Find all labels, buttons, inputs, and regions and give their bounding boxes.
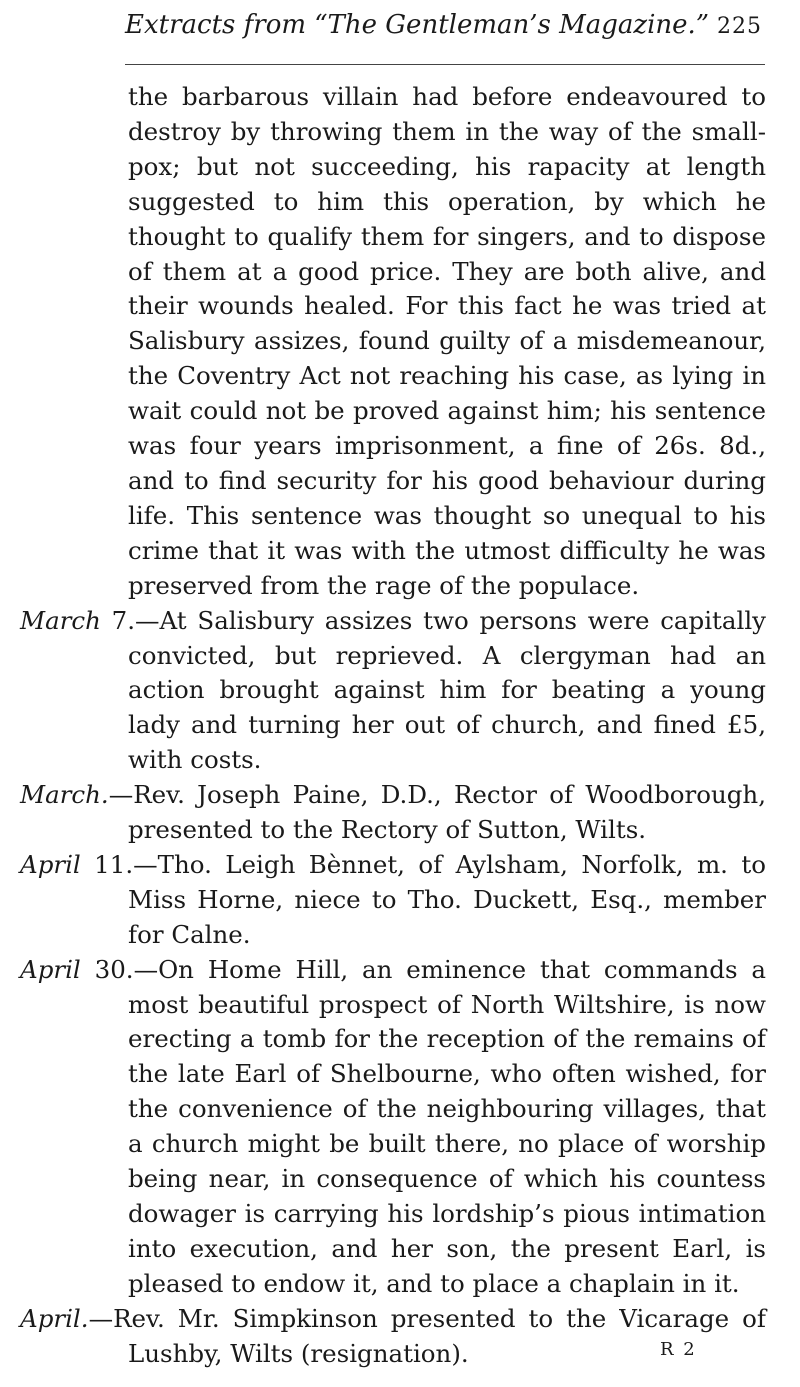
entry-day: 11. [80, 849, 134, 879]
signature-mark: R 2 [660, 1339, 697, 1360]
page-header [0, 10, 800, 50]
running-title: Extracts from “The Gentleman’s Magazine.” [125, 10, 710, 40]
entry-date: April. [20, 1303, 89, 1333]
entry-date: April [20, 849, 81, 879]
entry-text: —On Home Hill, an eminence that commands a most beautiful prospect of North Wiltshire, is now erecting a tomb for the reception of the remains of the late Earl of Shelbourne, who often wished, for the convenience of the neighbouring villages, that a church might be built there, no place of worship being near, in consequence of which his countess dowager is carrying his lordship’s pious intimation into execution, and her son, the present Earl, is pleased to endow it, and to place a chaplain in it. [128, 954, 766, 1298]
entry-april-30 [20, 953, 766, 1302]
entry-text: —Rev. Joseph Paine, D.D., Rector of Woodborough, presented to the Rectory of Sutton, Wilts. [108, 780, 766, 845]
entry-march [20, 778, 766, 848]
page-number: 225 [717, 14, 762, 39]
entry-text: —Rev. Mr. Simpkinson presented to the Vicarage of Lushby, Wilts (resignation). [88, 1303, 766, 1368]
entry-text: —Tho. Leigh Bènnet, of Aylsham, Norfolk, m. to Miss Horne, niece to Tho. Duckett, Esq., member for Calne. [128, 849, 766, 949]
header-rule [125, 64, 765, 65]
entry-text: —At Salisbury assizes two persons were capitally convicted, but reprieved. A clergyman had an action brought against him for beating a young lady and turning her out of church, and fined £5, with costs. [128, 605, 767, 775]
page-body [20, 80, 766, 1372]
entry-april [20, 1302, 766, 1372]
entry-march-7 [20, 604, 766, 779]
entry-date: April [20, 954, 81, 984]
entry-day: 30. [80, 954, 134, 984]
opening-paragraph: the barbarous villain had before endeavoured to destroy by throwing them in the way of the small-pox; but not succeeding, his rapacity at length suggested to him this operation, by which he thought to qualify them for singers, and to dispose of them at a good price. They are both alive, and their wounds healed. For this fact he was tried at Salisbury assizes, found guilty of a misdemeanour, the Coventry Act not reaching his case, as lying in wait could not be proved against him; his sentence was four years imprisonment, a fine of 26s. 8d., and to find security for his good behaviour during life. This sentence was thought so unequal to his crime that it was with the utmost difficulty he was preserved from the rage of the populace. [128, 82, 766, 600]
entry-date: March. [20, 780, 109, 810]
entry-date: March [20, 605, 101, 635]
entry-day: 7. [100, 605, 136, 635]
entry-april-11 [20, 848, 766, 953]
